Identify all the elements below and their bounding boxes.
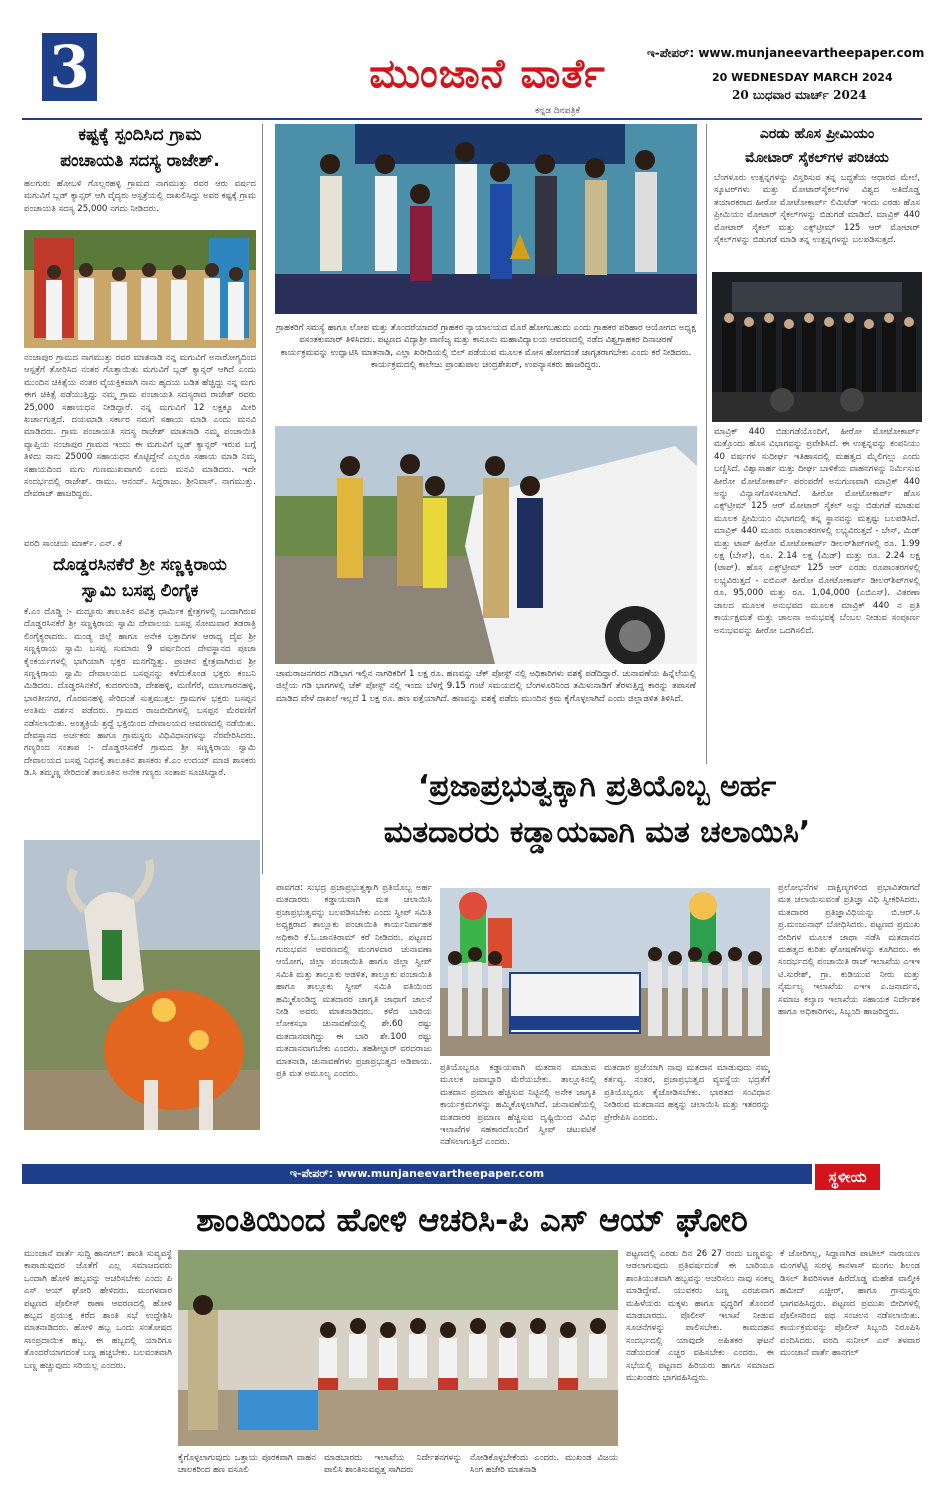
story1-byline: ವರದಿ ಸಾಂಚಯ ಮಾರ್ಕ್. ಎನ್. ಕೆ <box>24 539 123 549</box>
story2-photo <box>24 840 260 1130</box>
headline-line: ಮತದಾರರು ಕಡ್ಡಾಯವಾಗಿ ಮತ ಚಲಾಯಿಸಿ’ <box>383 815 811 850</box>
headline-line: ಎರಡು ಹೊಸ ಪ್ರೀಮಿಯಂ <box>759 126 875 142</box>
story7-col4: ಕೆ ಜೋರಿಗಲ್ಲ, ಸಿದ್ದಾಣಗಿಡ ಪಾಟೀಲ್ ನಾರಾಯಣ ಮಂಗಳೆಟ್ಟಿ ಸುರಳ್ಳ ಕಾನಳಾಸ್ ಮಂಗಲ ಶಿಲಂಡ ಡಿಸಲ್ ಶಿವರಿಸಳಾಕ ಹಿರೆದೊಡ್ಡ ಮಹೇಶ ವಾಲ್ಮೀಕಿ ಹಮೀದ್ ಎಚ್ಚೀರ್, ಹಾಗೂ ಗ್ರಾಮಸ್ಥರು ಭಾಗವಹಿಸಿದ್ದರು. ಪಟ್ಟಣದ ಪ್ರಮುಖ ಬೀದಿಗಳಲ್ಲಿ ಪೊಲೀಸರಿಂದ ಪಥ ಸಂಚಲನ ನಡೆಸಲಾಯಿತು. ಕಾರ್ಯಕ್ರಮವನ್ನು ಪೊಲೀಸ್ ಸಿಬ್ಬಂದಿ ನಿರೂಪಿಸಿ ವಂದಿಸಿದರು. ವರದಿ ಸುನೀಲ್ ಎನ್ ತಳವಾರ ಮುಂಜಾನೆ ವಾರ್ತೆ ಹಾನಗಲ್ <box>780 1249 920 1359</box>
story1-photo <box>24 230 256 348</box>
story6-col1: ಪಾವಗಡ: ಸುಭದ್ರ ಪ್ರಜಾಪ್ರಭುತ್ವಕ್ಕಾಗಿ ಪ್ರತಿಯೊಬ್ಬ ಅರ್ಹ ಮತದಾರರು ಕಡ್ಡಾಯವಾಗಿ ಮತ ಚಲಾಯಿಸಿ ಪ್ರಜಾಪ್ರಭುತ್ವವನ್ನು ಬಲಪಡಿಸಬೇಕು ಎಂದು ಸ್ವೀಪ್ ಸಮಿತಿ ಅಧ್ಯಕ್ಷರಾದ ತಾಲ್ಲೂಕು ಪಂಚಾಯಿತಿ ಕಾರ್ಯನಿರ್ವಾಹಕ ಅಧಿಕಾರಿ ಕೆ.ಓ.ಜಾನಕಿರಾಮ್ ಕರೆ ನೀಡಿದರು. ಪಟ್ಟಣದ ಗುರುಭವನ ಆವರಣದಲ್ಲಿ ಮಂಗಳವಾರ ಚುನಾವಣಾ ಆಯೋಗ, ಜಿಲ್ಲಾ ಪಂಚಾಯಿತಿ ಹಾಗೂ ಜಿಲ್ಲಾ ಸ್ವೀಪ್ ಸಮಿತಿ ಮತ್ತು ತಾಲ್ಲೂಕು ಆಡಳಿತ, ತಾಲ್ಲೂಕು ಪಂಚಾಯಿತಿ ಹಾಗೂ ತಾಲ್ಲೂಕು ಸ್ವೀಪ್ ಸಮಿತಿ ವತಿಯಿಂದ ಹಮ್ಮಿಕೊಂಡಿದ್ದ ಮತದಾರರ ಜಾಗೃತಿ ಜಾಥಾಗೆ ಚಾಲನೆ ನೀಡಿ ಅವರು ಮಾತನಾಡಿದರು. ಕಳೆದ ಬಾರಿಯ ಲೋಕಸಭಾ ಚುನಾವಣೆಯಲ್ಲಿ ಶೇ.60 ರಷ್ಟು ಮತದಾನವಾಗಿದ್ದು ಈ ಬಾರಿ ಶೇ.100 ರಷ್ಟು ಮತದಾನವಾಗಬೇಕು ಎಂದರು. ತಹಶೀಲ್ದಾರ್ ವರದರಾಜು ಮಾತನಾಡಿ, ಚುನಾವಣೆಗಳು ಪ್ರಜಾಪ್ರಭುತ್ವದ ಅಡಿಪಾಯ. ಪ್ರತಿ ಮತ ಅಮೂಲ್ಯ ಎಂದರು. <box>276 883 432 1080</box>
decorated-bull-image <box>24 840 260 1130</box>
headline-line: ‘ಪ್ರಜಾಪ್ರಭುತ್ವಕ್ಕಾಗಿ ಪ್ರತಿಯೊಬ್ಬ ಅರ್ಹ <box>417 769 777 804</box>
story6-col2: ಪ್ರತಿಯೊಬ್ಬರೂ ಕಡ್ಡಾಯವಾಗಿ ಮತದಾನ ಮಾಡುವ ಮೂಲಕ ಜವಾಬ್ದಾರಿ ಮೆರೆಯಬೇಕು. ತಾಲ್ಲೂಕಿನಲ್ಲಿ ಮತದಾನ ಪ್ರಮಾಣ ಹೆಚ್ಚಿಸುವ ನಿಟ್ಟಿನಲ್ಲಿ ಅನೇಕ ಜಾಗೃತಿ ಕಾರ್ಯಕ್ರಮಗಳನ್ನು ಹಮ್ಮಿಕೊಳ್ಳಲಾಗಿದೆ. ಚುನಾವಣೆಯಲ್ಲಿ ಮತದಾರರ ಪ್ರಮಾಣ ಹೆಚ್ಚಿಸುವ ದೃಷ್ಟಿಯಿಂದ ವಿವಿಧ ಇಲಾಖೆಗಳ ಸಹಕಾರದೊಂದಿಗೆ ಸ್ವೀಪ್ ಚಟುವಟಿಕೆ ನಡೆಸಲಾಗುತ್ತಿದೆ ಎಂದರು. <box>440 1063 596 1148</box>
page-number: 3 <box>42 33 97 101</box>
story1-headline <box>22 122 258 174</box>
story7-col1: ಮುಂಜಾನೆ ವಾರ್ತೆ ಸುದ್ದಿ ಹಾನಗಲ್: ಶಾಂತಿ ಸುವ್ಯವಸ್ಥೆ ಕಾಪಾಡುವುದರ ಜೊತೆಗೆ ಎಲ್ಲ ಸಮಾಜದವರು ಒಂದಾಗಿ ಹೋಳಿ ಹಬ್ಬವನ್ನು ಆಚರಿಸಬೇಕು ಎಂದು ಪಿ ಎಸ್ ಆಯ್ ಘೋರಿ ಹೇಳಿದರು. ಮಂಗಳವಾರ ಪಟ್ಟಣದ ಪೊಲೀಸ್ ಠಾಣಾ ಆವರಣದಲ್ಲಿ ಹೋಳಿ ಹಬ್ಬದ ಪ್ರಯುಕ್ತ ಕರೆದ ಶಾಂತಿ ಸಭೆ ಉದ್ದೇಶಿಸಿ ಮಾತನಾಡಿದರು. ಹೋಳಿ ಹಬ್ಬ ಒಂದು ಸಂತೋಷದ ಸಾಂಪ್ರದಾಯಿಕ ಹಬ್ಬ. ಈ ಹಬ್ಬದಲ್ಲಿ ಯಾರಿಗೂ ತೊಂದರೆಯಾಗದಂತೆ ಬಣ್ಣ ಹಚ್ಚಬೇಕು. ಬಲವಂತವಾಗಿ ಬಣ್ಣ ಹಚ್ಚುವುದು ಸರಿಯಲ್ಲ ಎಂದರು. <box>24 1249 172 1371</box>
story7-headline: ಶಾಂತಿಯಿಂದ ಹೋಳಿ ಆಚರಿಸಿ-ಪಿ ಎಸ್ ಆಯ್ ಘೋರಿ <box>196 1201 748 1239</box>
story4-photo <box>275 426 697 664</box>
headline-line: ಕಷ್ಟಕ್ಕೆ ಸ್ಪಂದಿಸಿದ ಗ್ರಾಮ <box>78 125 202 145</box>
headline-line: ದೊಡ್ಡರಸಿನಕೆರೆ ಶ್ರೀ ಸಣ್ಣಕ್ಕಿರಾಯ <box>53 555 227 575</box>
story5-body: ಮಾವ್ರಿಕ್ 440 ಬಿಡುಗಡೆಯೊಂದಿಗೆ, ಹೀರೋ ಮೋಟೋಕಾರ್ಪ್ ಮತ್ತೊಂದು ಹೊಸ ವಿಭಾಗವನ್ನು ಪ್ರವೇಶಿಸಿದೆ. ಈ ಉತ್ಪನ್ನವನ್ನು ಕಂಪನಿಯು 40 ವರ್ಷಗಳ ಸುದೀರ್ಘ ಇತಿಹಾಸದಲ್ಲಿ ಮಹತ್ವದ ಮೈಲಿಗಲ್ಲು ಎಂದು ಬಣ್ಣಿಸಿದೆ. ವಿಶ್ವಾಸಾರ್ಹ ಮತ್ತು ದೀರ್ಘ ಬಾಳಿಕೆಯ ವಾಹನಗಳನ್ನು ನಿರ್ಮಿಸುವ ಹೀರೋ ಮೋಟೋಕಾರ್ಪ್ ಪರಂಪರೆಗೆ ಅನುಗುಣವಾಗಿ ಮಾವ್ರಿಕ್ 440 ಅನ್ನು ವಿನ್ಯಾಸಗೊಳಿಸಲಾಗಿದೆ. ಹೀರೋ ಮೋಟೋಕಾರ್ಪ್ ಹೊಸ ಎಕ್ಸ್‌ಟ್ರೀಮ್ 125 ಆರ್ ಮೋಟಾರ್ ಸೈಕಲ್ ಅನ್ನು ಬಿಡುಗಡೆ ಮಾಡುವ ಮೂಲಕ ಪ್ರೀಮಿಯಂ ವಿಭಾಗದಲ್ಲಿ ತನ್ನ ಸ್ಥಾನವನ್ನು ಮತ್ತಷ್ಟು ಬಲಪಡಿಸಿದೆ. ಮಾವ್ರಿಕ್ 440 ಮೂರು ರೂಪಾಂತರಗಳಲ್ಲಿ ಲಭ್ಯವಿರುತ್ತದೆ - ಬೇಸ್, ಮಿಡ್ ಮತ್ತು ಟಾಪ್ ಹೀರೋ ಮೋಟೋಕಾರ್ಪ್ ಡೀಲರ್‌ಶಿಪ್‌ಗಳಲ್ಲಿ ರೂ. 1.99 ಲಕ್ಷ (ಬೇಸ್), ರೂ. 2.14 ಲಕ್ಷ (ಮಿಡ್) ಮತ್ತು ರೂ. 2.24 ಲಕ್ಷ (ಟಾಪ್). ಹೊಸ ಎಕ್ಸ್‌ಟ್ರೀಮ್ 125 ಆರ್ ಎರಡು ರೂಪಾಂತರಗಳಲ್ಲಿ ಲಭ್ಯವಿರುತ್ತದೆ - ಐಬಿಎಸ್ ಹೀರೋ ಮೋಟೋಕಾರ್ಪ್ ಡೀಲರ್‌ಶಿಪ್‌ಗಳಲ್ಲಿ ರೂ. 95,000 ಮತ್ತು ರೂ. 1,04,000 (ಎಬಿಎಸ್). ವಿತರಣಾ ಜಾಲದ ಮೂಲಕ ಅನುಭವದ ಮೂಲಕ ಮಾವ್ರಿಕ್ 440 ನ ಪ್ರತಿ ಕಾರ್ಯಕ್ಷಮತೆ ಮತ್ತು ಚಾಲನಾ ಅನುಭವಕ್ಕೆ ಬೆಂಬಲ ನೀಡುವ ಸಂಪೂರ್ಣ ಅನುಭವವನ್ನು ಹೀರೋ ಒದಗಿಸಲಿದೆ. <box>714 427 920 636</box>
story1-body: ನಂಜಾಪುರ ಗ್ರಾಮದ ನಾಗಮುತ್ತು ರವರ ಮಾತನಾಡಿ ನನ್ನ ಮಗುವಿಗೆ ಅನಾರೋಗ್ಯದಿಂದ ಆಸ್ಪತ್ರೆಗೆ ತೋರಿಸಿದ ನಂತರ ಗೊತ್ತಾಯಿತು ಮಗುವಿಗೆ ಬ್ಲಡ್ ಕ್ಯಾನ್ಸರ್ ಆಗಿದೆ ಎಂದು ಮುಂದಿನ ಚಿಕಿತ್ಸೆಯ ನಂತರ ವೈಯಕ್ತಿಕವಾಗಿ ನಾನು ಹೃದಯ ಬಡಿತ ಹೆಚ್ಚಿದ್ದು ನನ್ನ ಮಗು ಈಗ ಚಿಕಿತ್ಸೆ ಪಡೆಯುತ್ತಿದ್ದು ನಮ್ಮ ಗ್ರಾಮ ಪಂಚಾಯತಿ ಸದಸ್ಯರಾದ ರಾಜೇಶ್ ರವರು 25,000 ಸಹಾಯಧನ ನೀಡಿದ್ದಾರೆ. ನನ್ನ ಮಗುವಿಗೆ 12 ಲಕ್ಷಕ್ಕೂ ಮೀರಿ ಖರ್ಚಾಗುತ್ತದೆ. ದಯಮಾಡಿ ಸರ್ಕಾರ ನಮಗೆ ಸಹಾಯ ಮಾಡಿ ಎಂದು ಮನವಿ ಮಾಡಿದರು. ಗ್ರಾಮ ಪಂಚಾಯತಿ ಸದಸ್ಯ ರಾಜೇಶ್ ಮಾತನಾಡಿ ನಮ್ಮ ಪಂಚಾಯಿತಿ ವ್ಯಾಪ್ತಿಯ ನಂಜಾಪುರ ಗ್ರಾಮದ ಇಂದು ಈ ಮಗುವಿಗೆ ಬ್ಲಡ್ ಕ್ಯಾನ್ಸರ್ ಇರುವ ಬಗ್ಗೆ ತಿಳಿದು ನಾನು 25000 ಸಹಾಯಧನ ಕೊಟ್ಟಿದ್ದೇನೆ ಎಲ್ಲರೂ ಸಹಾಯ ಮಾಡಿ ನಿಮ್ಮ ಸಹಾಯದಿಂದ ಮಗು ಗುಣಮುಖವಾಗಲಿ ಎಂದು ಮನವಿ ಮಾಡಿದರು. ಇದೇ ಸಂದರ್ಭದಲ್ಲಿ ರಾಜೇಶ್. ರಾಮು. ಆನಂದ್. ಸಿದ್ದರಾಜು. ಶ್ರೀನಿವಾಸ್. ನಾಗಮುತ್ತು. ದೇವರಾಜ್ ಹಾಜರಿದ್ದರು. <box>24 353 256 500</box>
story7-col3: ಪಟ್ಟಣದಲ್ಲಿ ಎರಡು ದಿನ 26 27 ರಂದು ಬಣ್ಣವನ್ನು ಆಡಲಾಗುವುದು ಪ್ರತಿವರ್ಷದಂತೆ ಈ ಬಾರಿಯೂ ಶಾಂತಿಯುತವಾಗಿ ಹಬ್ಬವನ್ನು ಆಚರಿಸಲು ನಾವು ಸಂಕಲ್ಪ ಮಾಡಿದ್ದೇವೆ. ಯುವಕರು ಬಣ್ಣ ಎರಚುವಾಗ ಮಹಿಳೆಯರು ಮಕ್ಕಳು ಹಾಗೂ ವೃದ್ಧರಿಗೆ ತೊಂದರೆ ಮಾಡಬಾರದು. ಪೊಲೀಸ್ ಇಲಾಖೆ ನೀಡುವ ಸೂಚನೆಗಳನ್ನು ಪಾಲಿಸಬೇಕು. ಕಾಮದಹನ ಸಂದರ್ಭದಲ್ಲಿ ಯಾವುದೇ ಅಹಿತಕರ ಘಟನೆ ನಡೆಯದಂತೆ ಎಚ್ಚರ ವಹಿಸಬೇಕು ಎಂದರು. ಈ ಸಭೆಯಲ್ಲಿ ಪಟ್ಟಣದ ಹಿರಿಯರು ಹಾಗೂ ಸಮಾಜದ ಮುಖಂಡರು ಭಾಗವಹಿಸಿದ್ದರು. <box>626 1249 774 1384</box>
date-kannada: 20 ಬುಧವಾರ ಮಾರ್ಚ್ 2024 <box>732 88 867 102</box>
motorcycle-launch-image <box>712 272 922 422</box>
story7-photo <box>178 1250 618 1446</box>
column-divider <box>262 124 263 874</box>
story6-col3: ಮತದಾರ ಪ್ರಜೆಯಾಗಿ ನಾವು ಮತದಾನ ಮಾಡುವುದು ನಮ್ಮ ಕರ್ತವ್ಯ. ನಂತರ, ಪ್ರಜಾಪ್ರಭುತ್ವದ ವ್ಯವಸ್ಥೆಯ ಭದ್ರತೆಗೆ ಪ್ರತಿಯೊಬ್ಬರೂ ಕೈಜೋಡಿಸಬೇಕು. ಭಾರತದ ಸಂವಿಧಾನ ನೀಡಿರುವ ಮತದಾನದ ಹಕ್ಕನ್ನು ಚಲಾಯಿಸಿ ಮತ್ತು ಇತರರನ್ನು ಪ್ರೇರೇಪಿಸಿ ಎಂದರು. <box>604 1063 770 1123</box>
headline-line: ಮೋಟಾರ್ ಸೈಕಲ್‌ಗಳ ಪರಿಚಯ <box>745 150 889 166</box>
epaper-band <box>22 1164 812 1184</box>
story6-col4: ಪ್ರಲೋಭನೆಗಳ ದಾಕ್ಷಿಣ್ಯಗಳಿಂದ ಪ್ರಭಾವಿತರಾಗದೆ ಮತ ಚಲಾಯಿಸುವಂತೆ ಪ್ರತಿಜ್ಞಾ ವಿಧಿ ಸ್ವೀಕರಿಸಿದರು. ಮತದಾರರ ಪ್ರತಿಜ್ಞಾವಿಧಿಯನ್ನು ಬಿ.ಆರ್.ಸಿ ಪ್ರ.ಮಂಜುನಾಥ್ ಬೋಧಿಸಿದರು. ಪಟ್ಟಣದ ಪ್ರಮುಖ ಬೀದಿಗಳ ಮೂಲಕ ಜಾಥಾ ನಡೆಸಿ ಮತದಾನದ ಮಹತ್ವದ ಕುರಿತು ಘೋಷಣೆಗಳನ್ನು ಕೂಗಿದರು. ಈ ಸಂದರ್ಭದಲ್ಲಿ ಪಂಚಾಯಿತಿ ರಾಜ್ ಇಲಾಖೆಯ ಎಇಇ ಟಿ.ಸುರೇಶ್, ಗ್ರಾ. ಕುಡಿಯುವ ನೀರು ಮತ್ತು ನೈರ್ಮಲ್ಯ ಇಲಾಖೆಯ ಎಇಇ ಎ.ಜನಾರ್ದನ, ಸಮಾಜ ಕಲ್ಯಾಣ ಇಲಾಖೆಯ ಸಹಾಯಕ ನಿರ್ದೇಶಕ ಹಾಗೂ ಅಧಿಕಾರಿಗಳು, ಸಿಬ್ಬಂದಿ ಹಾಜರಿದ್ದರು. <box>778 883 920 1018</box>
story3-photo <box>275 124 697 314</box>
story7-caption-a: ಕೈಗೊಳ್ಳಲಾಗುವುದು ಒತ್ತಾಯ ಪೂರಕವಾಗಿ ವಾಹನ ಚಾಲಕರಿಂದ ಹಣ ವಸೂಲಿ <box>178 1453 316 1476</box>
story7-caption-c: ನೋಡಿಕೊಳ್ಳಬೇಕೆಂದು ಎಂದರು. ಮುಖಂಡ ವಿಜಯ ಸಿಂಗ ಹಜೇರಿ ಮಾತನಾಡಿ <box>470 1453 618 1476</box>
story2-body: ಕೆ.ಎಂ ದೊಡ್ಡಿ :- ಮದ್ದೂರು ತಾಲೂಕಿನ ಪವಿತ್ರ ಧಾರ್ಮಿಕ ಕ್ಷೇತ್ರಗಳಲ್ಲಿ ಒಂದಾಗಿರುವ ದೊಡ್ಡರಸಿನಕೆರೆ ಶ್ರೀ ಸಣ್ಣಕ್ಕಿರಾಯ ಸ್ವಾಮಿ ದೇವಾಲಯ ಬಸಪ್ಪ ಸೋಮವಾರ ತಡರಾತ್ರಿ ಲಿಂಗೈಕ್ಯರಾದರು. ಮಂಡ್ಯ ಜಿಲ್ಲೆ ಹಾಗೂ ಅನೇಕ ಭಕ್ತಾದಿಗಳ ಆರಾಧ್ಯ ದೈವ ಶ್ರೀ ಸಣ್ಣಕ್ಕಿರಾಯ ಸ್ವಾಮಿ ಬಸಪ್ಪ ಸುಮಾರು 9 ವರ್ಷದಿಂದ ದೇವಸ್ಥಾನದ ಪೂಜಾ ಕೈಂಕರ್ಯಗಳಲ್ಲಿ ಭಾಗಿಯಾಗಿ ಭಕ್ತರ ಮನಗೆದ್ದಿತ್ತು. ಪ್ರಾಚೀನ ಕ್ಷೇತ್ರವಾಗಿರುವ ಶ್ರೀ ಸಣ್ಣಕ್ಕಿರಾಯ ಸ್ವಾಮಿ ದೇವಾಲಯದ ಬಸಪ್ಪನನ್ನು ಕಳೆದುಕೊಂಡ ಭಕ್ತರು ಕಂಬನಿ ಮಿಡಿದರು. ದೊಡ್ಡರಸಿನಕೆರೆ, ಕುದರಗುಂಡಿ, ದೇಶಹಳ್ಳಿ, ಮಣಿಗೆರೆ, ಮಾಲಗಾರನಹಳ್ಳಿ, ಭಾರತೀನಗರ, ಗೊರವನಹಳ್ಳಿ ಸೇರಿದಂತೆ ಸುತ್ತಮುತ್ತಲ ಗ್ರಾಮಗಳ ಭಕ್ತರು ಬಸಪ್ಪನ ಅಂತಿಮ ದರ್ಶನ ಪಡೆದರು. ಗ್ರಾಮದ ರಾಜಬೀದಿಗಳಲ್ಲಿ ಬಸಪ್ಪನ ಮೆರವಣಿಗೆ ನಡೆಸಲಾಯಿತು. ಅಂತ್ಯಕ್ರಿಯೆ ಶ್ರದ್ಧೆ ಭಕ್ತಿಯಿಂದ ದೇವಾಲಯದ ಆವರಣದಲ್ಲಿ ನಡೆಯಿತು. ದೇವಸ್ಥಾನದ ಅರ್ಚಕರು ಹಾಗೂ ಗ್ರಾಮಸ್ಥರು ವಿಧಿವಿಧಾನಗಳನ್ನು ನೆರವೇರಿಸಿದರು. ಗಣ್ಯರಿಂದ ಸಂತಾಪ :- ದೊಡ್ಡರಸಿನಕೆರೆ ಗ್ರಾಮದ ಶ್ರೀ ಸಣ್ಣಕ್ಕಿರಾಯ ಸ್ವಾಮಿ ದೇವಾಲಯದ ಬಸಪ್ಪ ನಿಧನಕ್ಕೆ ತಾಲೂಕಿನ ಶಾಸಕರು ಕೆ.ಎಂ ಉದಯ್ ಮಾಜಿ ಶಾಸಕರು ಡಿ.ಸಿ ತಮ್ಮಣ್ಣ ಸೇರಿದಂತೆ ತಾಲೂಕಿನ ಅನೇಕ ಗಣ್ಯರು ಸಂತಾಪ ಸೂಚಿಸಿದ್ದಾರೆ. <box>24 607 256 779</box>
epaper-url[interactable]: ಇ-ಪೇಪರ್: www.munjaneevartheepaper.com <box>647 46 925 60</box>
story5-headline <box>712 122 922 170</box>
story7-caption-b: ಮಾಡಬಾರದು ಇಲಾಖೆಯ ನಿರ್ದೇಶನಗಳನ್ನು ಪಾಲಿಸಿ ಶಾಂತಿಸುವಪ್ಪತ್ತ ಸಾಗಿದರು <box>324 1453 462 1476</box>
voter-awareness-rally-image <box>440 888 770 1056</box>
story4-caption: ಚಾಮರಾಜನಗರದ ಗಡಿಭಾಗ ಇಲ್ಲಿನ ನಾಗರಿಕರಿಗೆ 1 ಲಕ್ಷ ರೂ. ಹಣವನ್ನು ಚೆಕ್ ಪೋಸ್ಟ್ ನಲ್ಲಿ ಅಧಿಕಾರಿಗಳು ವಶಕ್ಕೆ ಪಡೆದಿದ್ದಾರೆ. ಚುನಾವಣೆಯ ಹಿನ್ನೆಲೆಯಲ್ಲಿ ಜಿಲ್ಲೆಯ ಗಡಿ ಭಾಗಗಳಲ್ಲಿ ಚೆಕ್ ಪೋಸ್ಟ್ ನಲ್ಲಿ ಇಂದು ಬೆಳಗ್ಗೆ 9.15 ಗಂಟೆ ಸಮಯದಲ್ಲಿ ಬೆಂಗಳೂರಿನಿಂದ ತಮಿಳುನಾಡಿಗೆ ತೆರಳುತ್ತಿದ್ದ ಕಾರನ್ನು ತಪಾಸಣೆ ಮಾಡಿದ ವೇಳೆ ದಾಖಲೆ ಇಲ್ಲದೆ 1 ಲಕ್ಷ ರೂ. ಹಣ ಪತ್ತೆಯಾಗಿದೆ. ಹಣವನ್ನು ವಶಕ್ಕೆ ಪಡೆದು ಮುಂದಿನ ಕ್ರಮ ಕೈಗೊಳ್ಳಲಾಗಿದೆ ಎಂದು ಜಿಲ್ಲಾಡಳಿತ ತಿಳಿಸಿದೆ. <box>276 669 696 704</box>
date-english: 20 WEDNESDAY MARCH 2024 <box>712 71 893 84</box>
masthead: ಮುಂಜಾನೆ ವಾರ್ತೆ <box>369 51 606 97</box>
story2-headline <box>22 552 258 604</box>
story1-lead: ಹಲಗುರು ಹೋಬಳಿ ಗೊಲ್ಲರಹಳ್ಳಿ ಗ್ರಾಮದ ನಾಗಮುತ್ತು ರವರ ಆರು ವರ್ಷದ ಮಗುವಿಗೆ ಬ್ಲಡ್ ಕ್ಯಾನ್ಸರ್ ಆಗಿ ವೈದ್ಯರು ಆಸ್ಪತ್ರೆಯಲ್ಲಿ ದಾಖಲಿಸಿದ್ದು ಅವರ ಕಷ್ಟಕ್ಕೆ ಗ್ರಾಮ ಪಂಚಾಯತಿ ಸದಸ್ಯ 25,000 ನಗದು ನೀಡಿದರು. <box>24 179 256 214</box>
story3-caption: ಗ್ರಾಹಕರಿಗೆ ಸಮಸ್ಯೆ ಹಾಗೂ ಲೋಪ ಮತ್ತು ತೊಂದರೆಯಾದರೆ ಗ್ರಾಹಕರ ನ್ಯಾಯಾಲಯದ ಮೊರೆ ಹೋಗಬಹುದು ಎಂದು ಗ್ರಾಹಕರ ಪರಿಹಾರ ಆಯೋಗದ ಅಧ್ಯಕ್ಷ ವಸಂತಕುಮಾರ್ ತಿಳಿಸಿದರು. ಪಟ್ಟಣದ ವಿದ್ಯಾಶ್ರೀ ವಾಣಿಜ್ಯ ಮತ್ತು ಕಾನೂನು ಮಹಾವಿದ್ಯಾಲಯ ಆವರಣದಲ್ಲಿ ನಡೆದ ವಿಶ್ವಗ್ರಾಹಕರ ದಿನಾಚರಣೆ ಕಾರ್ಯಕ್ರಮವನ್ನು ಉದ್ಘಾಟಿಸಿ ಮಾತನಾಡಿ, ಎಲ್ಲಾ ಖರೀದಿಯಲ್ಲಿ ಬಿಲ್ ಪಡೆಯುವ ಮೂಲಕ ಮೋಸ ಹೋಗದಂತೆ ಜಾಗೃತರಾಗಬೇಕು ಎಂದು ಕರೆ ನೀಡಿದರು. ಕಾರ್ಯಕ್ರಮದಲ್ಲಿ ಕಾಲೇಜು ಪ್ರಾಂಶುಪಾಲ ಚಂದ್ರಶೇಖರ್, ಉಪನ್ಯಾಸಕರು ಹಾಜರಿದ್ದರು. <box>276 323 696 371</box>
headline-line: ಪಂಚಾಯತಿ ಸದಸ್ಯ ರಾಜೇಶ್. <box>60 151 220 171</box>
story5-lead: ಬೆಂಗಳೂರು ಉತ್ಪನ್ನಗಳನ್ನು ವಿಸ್ತರಿಸುವ ತನ್ನ ಬದ್ಧತೆಯ ಆಧಾರದ ಮೇಲೆ, ಸ್ಕೂಟರ್‌ಗಳು ಮತ್ತು ಮೋಟಾರ್‌ಸೈಕಲ್‌ಗಳ ವಿಶ್ವದ ಅತಿದೊಡ್ಡ ತಯಾರಕರಾದ ಹೀರೋ ಮೋಟೋಕಾರ್ಪ್ ಲಿಮಿಟೆಡ್ ಇಂದು ಎರಡು ಹೊಸ ಪ್ರೀಮಿಯಂ ಮೋಟಾರ್ ಸೈಕಲ್‌ಗಳನ್ನು ಬಿಡುಗಡೆ ಮಾಡಿದೆ. ಮಾವ್ರಿಕ್ 440 ಮೋಟಾರ್ ಸೈಕಲ್ ಮತ್ತು ಎಕ್ಸ್‌ಟ್ರೀಮ್ 125 ಆರ್ ಮೋಟಾರ್ ಸೈಕಲ್‌ಗಳನ್ನು ಬಿಡುಗಡೆ ಮಾಡಿ ತನ್ನ ಉತ್ಪನ್ನಗಳನ್ನು ಬಲಪಡಿಸುತ್ತದೆ. <box>714 173 920 246</box>
consumer-day-event-image <box>275 124 697 314</box>
story6-headline <box>272 764 922 856</box>
checkpost-inspection-image <box>275 426 697 664</box>
group-photo-image <box>24 230 256 348</box>
column-divider <box>706 124 707 764</box>
masthead-tagline: ಕನ್ನಡ ದಿನಪತ್ರಿಕೆ <box>535 106 581 116</box>
peace-meeting-image <box>178 1250 618 1446</box>
story6-photo <box>440 888 770 1056</box>
section-label: ಸ್ಥಳೀಯ <box>815 1164 880 1190</box>
headline-line: ಸ್ವಾಮಿ ಬಸಪ್ಪ ಲಿಂಗೈಕ <box>81 581 199 601</box>
story5-photo <box>712 272 922 422</box>
band-url[interactable]: ಇ-ಪೇಪರ್: www.munjaneevartheepaper.com <box>289 1167 545 1180</box>
header-rule <box>22 118 922 120</box>
